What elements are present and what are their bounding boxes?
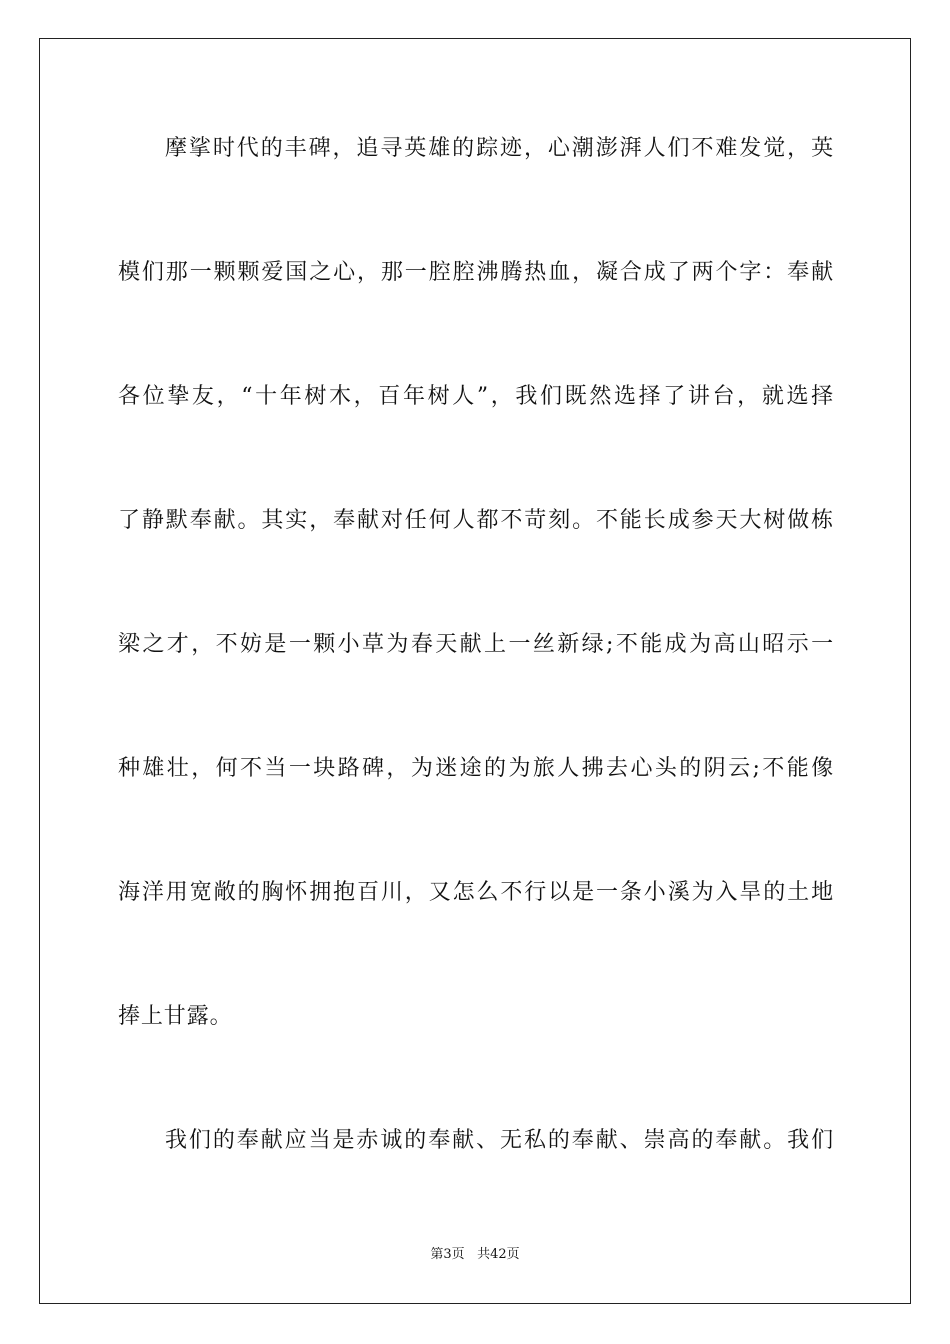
paragraph-1-line-2: 模们那一颗颗爱国之心，那一腔腔沸腾热血，凝合成了两个字：奉献 xyxy=(118,260,834,285)
page-number: 第3页 xyxy=(430,1247,465,1262)
paragraph-1-line-5: 梁之才，不妨是一颗小草为春天献上一丝新绿;不能成为高山昭示一 xyxy=(118,632,834,657)
paragraph-1-line-7: 海洋用宽敞的胸怀拥抱百川，又怎么不行以是一条小溪为入旱的土地 xyxy=(118,880,834,905)
paragraph-2-line-1: 我们的奉献应当是赤诚的奉献、无私的奉献、崇高的奉献。我们 xyxy=(165,1128,834,1153)
paragraph-1-line-3: 各位挚友，“十年树木，百年树人”，我们既然选择了讲台，就选择 xyxy=(118,384,834,409)
page-total: 共42页 xyxy=(477,1247,520,1262)
paragraph-1-line-4: 了静默奉献。其实，奉献对任何人都不苛刻。不能长成参天大树做栋 xyxy=(118,508,834,533)
page-border xyxy=(39,38,911,1304)
paragraph-1-line-8: 捧上甘露。 xyxy=(118,1004,233,1029)
page-footer xyxy=(0,1246,950,1264)
paragraph-1-line-6: 种雄壮，何不当一块路碑，为迷途的为旅人拂去心头的阴云;不能像 xyxy=(118,756,834,781)
paragraph-1-line-1: 摩挲时代的丰碑，追寻英雄的踪迹，心潮澎湃人们不难发觉，英 xyxy=(165,136,834,161)
